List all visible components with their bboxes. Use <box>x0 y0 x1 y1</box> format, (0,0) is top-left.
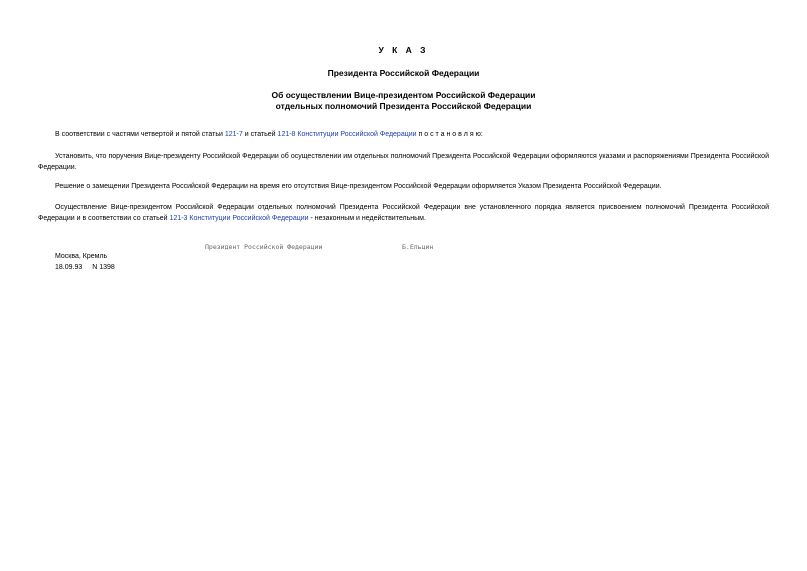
paragraph-preamble <box>38 129 769 140</box>
paragraph-illegality <box>38 202 769 224</box>
decree-number: N 1398 <box>92 264 115 271</box>
signature-name: Б.Ельцин <box>402 243 434 251</box>
signing-date-line <box>55 263 115 273</box>
document-type-heading: У К А З <box>378 45 429 55</box>
paragraph-instructions: Установить, что поручения Вице-президенту Российской Федерации об осуществлении им отдельных полномочий Президента Российской Федерации оформляются указами и распоряжениями Президента Российской Федерации. <box>38 153 769 171</box>
paragraph-text: - незаконным и недействительным. <box>308 215 426 222</box>
signing-date: 18.09.93 <box>55 264 83 271</box>
constitution-link[interactable]: Конституции Российской Федерации <box>189 215 309 222</box>
article-121-3-link[interactable]: 121-3 <box>169 215 188 222</box>
article-121-8-link[interactable]: 121-8 <box>277 131 296 138</box>
paragraph-text: В соответствии с частями четвертой и пятой статьи <box>55 131 225 138</box>
subject-heading-line1: Об осуществлении Вице-президентом Российской Федерации <box>271 90 536 100</box>
signature-title: Президент Российской Федерации <box>205 243 323 251</box>
signing-place: Москва, Кремль <box>55 253 108 260</box>
constitution-link[interactable]: Конституции Российской Федерации <box>297 131 417 138</box>
paragraph-text: Осуществление Вице-президентом Российской Федерации отдельных полномочий Президента Российской Федерации вне установленного порядка является присвоением полномочий Президента Российской Федерации и в соответствии со статьей <box>38 204 769 222</box>
article-121-7-link[interactable]: 121-7 <box>224 131 243 138</box>
paragraph-text: и статьей <box>242 131 278 138</box>
subject-heading-line2: отдельных полномочий Президента Российской Федерации <box>275 101 532 111</box>
paragraph-replacement: Решение о замещении Президента Российской Федерации на время его отсутствия Вице-президентом Российской Федерации оформляется Указом Президента Российской Федерации. <box>55 183 662 190</box>
paragraph-text: п о с т а н о в л я ю: <box>416 131 483 138</box>
issuer-heading: Президента Российской Федерации <box>327 68 480 78</box>
